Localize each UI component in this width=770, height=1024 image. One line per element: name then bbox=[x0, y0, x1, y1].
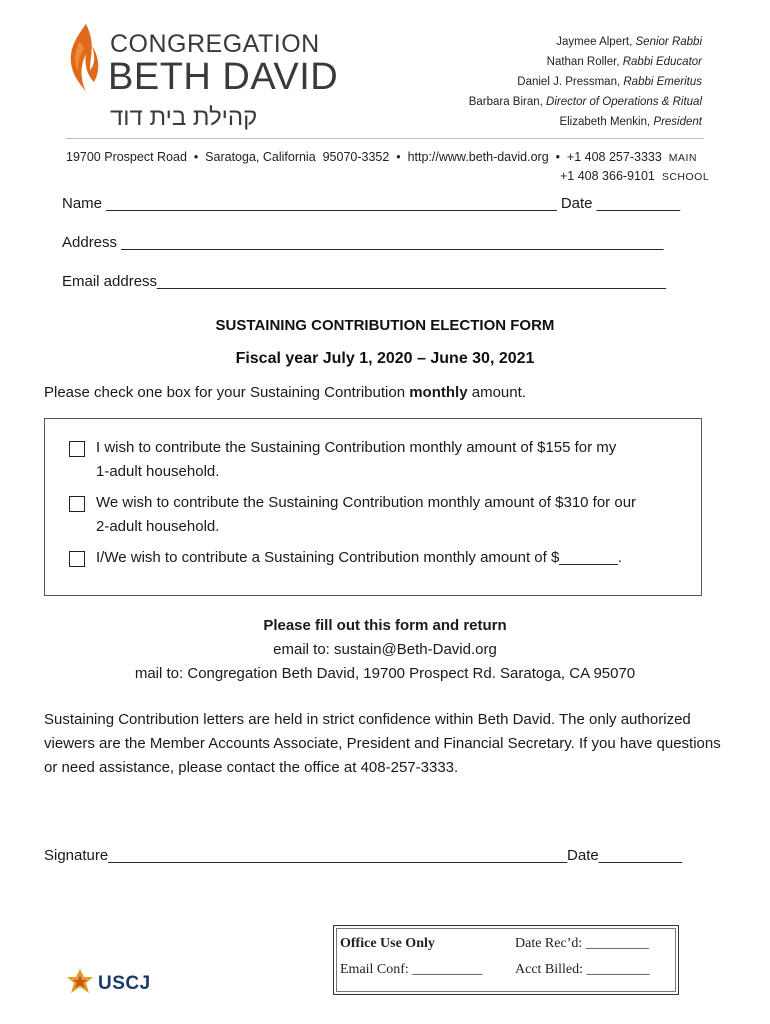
option-3-checkbox[interactable] bbox=[69, 551, 85, 567]
uscj-logo-text: USCJ bbox=[98, 973, 151, 994]
staff-name: Jaymee Alpert, bbox=[556, 36, 636, 48]
logo-congregation-text: CONGREGATION bbox=[110, 30, 320, 58]
staff-role: Rabbi Emeritus bbox=[623, 76, 702, 88]
option-1-line2: 1-adult household. bbox=[96, 463, 220, 480]
date-recd-field: Date Rec’d: _________ bbox=[515, 936, 649, 951]
name-date-field[interactable]: Name ______________________________________________________ Date __________ bbox=[62, 195, 681, 212]
confidentiality-text: Sustaining Contribution letters are held in strict confidence within Beth David. The only authorized viewers are the Member Accounts Associate, President and Financial Secretary. If you have questions or need assistance, please contact the office at 408-257-3333. bbox=[44, 711, 721, 776]
school-phone-line bbox=[560, 169, 709, 183]
option-2-checkbox[interactable] bbox=[69, 496, 85, 512]
staff-list bbox=[469, 32, 702, 132]
staff-name: Barbara Biran, bbox=[468, 96, 547, 108]
staff-name: Daniel J. Pressman, bbox=[517, 76, 624, 88]
option-2-line2: 2-adult household. bbox=[96, 518, 220, 535]
return-mail: mail to: Congregation Beth David, 19700 Prospect Rd. Saratoga, CA 95070 bbox=[134, 665, 636, 682]
fiscal-year-title: Fiscal year July 1, 2020 – June 30, 2021 bbox=[235, 350, 535, 367]
staff-name: Nathan Roller, bbox=[546, 56, 623, 68]
flame-logo-icon bbox=[66, 22, 104, 94]
option-1-text bbox=[96, 436, 616, 484]
address-field[interactable]: Address _________________________________________________________________ bbox=[62, 234, 664, 251]
option-1-checkbox[interactable] bbox=[69, 441, 85, 457]
address-text: 19700 Prospect Road • Saratoga, California 95070-3352 • http://www.beth-david.org • +1 408 257-3333 bbox=[66, 150, 662, 164]
school-label: SCHOOL bbox=[661, 171, 710, 183]
instruction-pre: Please check one box for your Sustaining Contribution bbox=[44, 384, 410, 401]
option-2-line1: We wish to contribute the Sustaining Contribution monthly amount of $310 for our bbox=[96, 494, 637, 511]
return-email: email to: sustain@Beth-David.org bbox=[273, 641, 497, 658]
staff-item bbox=[469, 92, 702, 112]
staff-role: Senior Rabbi bbox=[635, 36, 702, 48]
logo-beth-david-text: BETH DAVID bbox=[108, 56, 339, 98]
instruction-bold: monthly bbox=[409, 384, 468, 401]
staff-name: Elizabeth Menkin, bbox=[559, 116, 654, 128]
main-label: MAIN bbox=[668, 152, 698, 164]
staff-role: President bbox=[653, 116, 702, 128]
signature-field[interactable]: Signature_______________________________________________________Date__________ bbox=[44, 847, 683, 864]
staff-item bbox=[469, 112, 702, 132]
email-field[interactable]: Email address_____________________________________________________________ bbox=[62, 273, 666, 290]
staff-item bbox=[469, 32, 702, 52]
option-3-text: I/We wish to contribute a Sustaining Contribution monthly amount of $_______. bbox=[96, 549, 622, 566]
uscj-star-icon bbox=[66, 968, 94, 996]
acct-billed-field: Acct Billed: _________ bbox=[515, 962, 650, 977]
email-conf-field: Email Conf: __________ bbox=[340, 962, 483, 977]
return-heading: Please fill out this form and return bbox=[263, 617, 507, 634]
instruction-post: amount. bbox=[467, 384, 526, 401]
staff-role: Director of Operations & Ritual bbox=[546, 96, 702, 108]
logo-hebrew-text: קהילת בית דוד bbox=[110, 104, 258, 131]
instruction-text bbox=[44, 384, 526, 401]
address-line bbox=[66, 150, 697, 164]
office-use-title: Office Use Only bbox=[340, 936, 435, 951]
staff-item bbox=[469, 52, 702, 72]
staff-role: Rabbi Educator bbox=[622, 56, 702, 68]
header-divider bbox=[66, 138, 704, 139]
option-2-text bbox=[96, 491, 636, 539]
staff-item bbox=[469, 72, 702, 92]
option-1-line1: I wish to contribute the Sustaining Contribution monthly amount of $155 for my bbox=[96, 439, 617, 456]
form-title: SUSTAINING CONTRIBUTION ELECTION FORM bbox=[215, 317, 555, 334]
school-phone: +1 408 366-9101 bbox=[560, 169, 655, 183]
